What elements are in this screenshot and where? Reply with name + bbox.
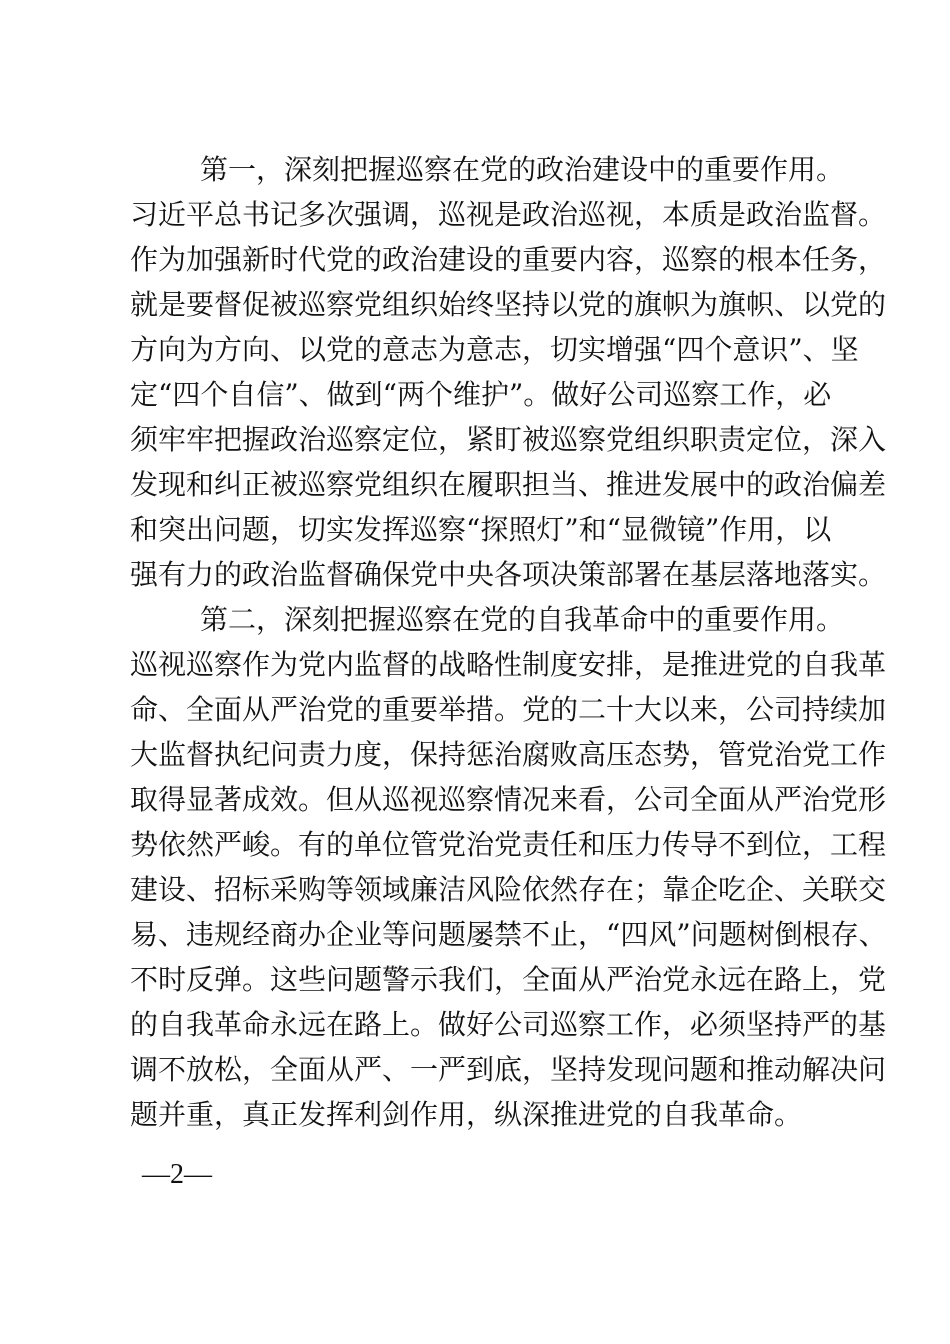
paragraph-1-line: 习近平总书记多次强调，巡视是政治巡视，本质是政治监督。	[130, 198, 887, 231]
paragraph-1-line: 作为加强新时代党的政治建设的重要内容，巡察的根本任务，	[130, 243, 887, 276]
paragraph-2-line: 取得显著成效。但从巡视巡察情况来看，公司全面从严治党形	[130, 783, 887, 816]
paragraph-1-line: 须牢牢把握政治巡察定位，紧盯被巡察党组织职责定位，深入	[130, 423, 887, 456]
paragraph-2-line: 第二，深刻把握巡察在党的自我革命中的重要作用。	[200, 603, 845, 636]
paragraph-2-line: 大监督执纪问责力度，保持惩治腐败高压态势，管党治党工作	[130, 738, 887, 771]
paragraph-2-line: 不时反弹。这些问题警示我们，全面从严治党永远在路上，党	[130, 963, 887, 996]
paragraph-1-line: 第一，深刻把握巡察在党的政治建设中的重要作用。	[200, 153, 845, 186]
paragraph-1-line: 和突出问题，切实发挥巡察“探照灯”和“显微镜”作用，以	[130, 513, 832, 546]
paragraph-2-line: 命、全面从严治党的重要举措。党的二十大以来，公司持续加	[130, 693, 887, 726]
paragraph-2-line: 易、违规经商办企业等问题屡禁不止，“四风”问题树倒根存、	[130, 918, 887, 951]
paragraph-2-line: 巡视巡察作为党内监督的战略性制度安排，是推进党的自我革	[130, 648, 887, 681]
paragraph-1-line: 强有力的政治监督确保党中央各项决策部署在基层落地落实。	[130, 558, 887, 591]
paragraph-2-line: 调不放松，全面从严、一严到底，坚持发现问题和推动解决问	[130, 1053, 887, 1086]
paragraph-1-line: 方向为方向、以党的意志为意志，切实增强“四个意识”、坚	[130, 333, 859, 366]
paragraph-2-line: 题并重，真正发挥利剑作用，纵深推进党的自我革命。	[130, 1098, 803, 1131]
paragraph-1-line: 就是要督促被巡察党组织始终坚持以党的旗帜为旗帜、以党的	[130, 288, 887, 321]
page-number: —2—	[142, 1159, 212, 1190]
paragraph-1-line: 定“四个自信”、做到“两个维护”。做好公司巡察工作，必	[130, 378, 832, 411]
paragraph-2-line: 势依然严峻。有的单位管党治党责任和压力传导不到位，工程	[130, 828, 887, 861]
paragraph-1-line: 发现和纠正被巡察党组织在履职担当、推进发展中的政治偏差	[130, 468, 887, 501]
paragraph-2-line: 建设、招标采购等领域廉洁风险依然存在；靠企吃企、关联交	[130, 873, 887, 906]
paragraph-2-line: 的自我革命永远在路上。做好公司巡察工作，必须坚持严的基	[130, 1008, 887, 1041]
